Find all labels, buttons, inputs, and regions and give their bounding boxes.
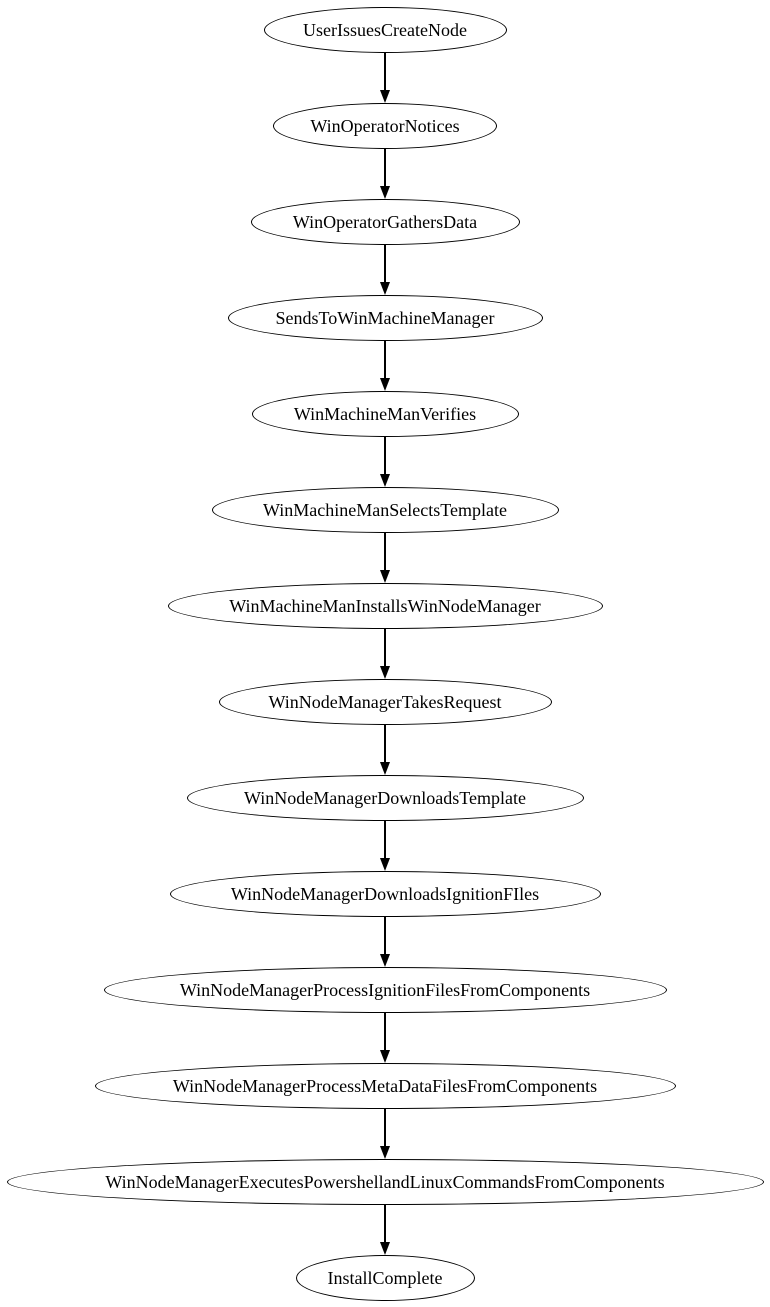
flow-node-label: UserIssuesCreateNode [303, 20, 467, 40]
edge-line [384, 53, 386, 90]
flow-node-winnodemanagerdownloadstemplate [187, 775, 584, 821]
arrowhead-icon [380, 1242, 390, 1255]
arrowhead-icon [380, 666, 390, 679]
flow-edge [379, 1109, 391, 1159]
flow-node-winnodemanagerprocessmetadatafilesfromcomponents [95, 1063, 676, 1109]
edge-line [384, 1013, 386, 1050]
flow-edge [379, 437, 391, 487]
flow-edge [379, 1013, 391, 1063]
flow-edge [379, 149, 391, 199]
flow-node-winnodemanagerexecutespowershellandlinuxcommandsfromcomponents [7, 1159, 764, 1205]
flow-edge [379, 629, 391, 679]
arrowhead-icon [380, 474, 390, 487]
edge-line [384, 725, 386, 762]
arrowhead-icon [380, 762, 390, 775]
arrowhead-icon [380, 186, 390, 199]
flow-node-winoperatorgathersdata [251, 199, 520, 245]
arrowhead-icon [380, 954, 390, 967]
edge-line [384, 245, 386, 282]
flow-edge [379, 821, 391, 871]
flow-node-label: WinOperatorNotices [310, 116, 460, 136]
flow-node-label: WinMachineManVerifies [293, 404, 477, 424]
flow-node-winmachinemanverifies [252, 391, 519, 437]
flow-node-label: WinMachineManInstallsWinNodeManager [229, 596, 541, 616]
edge-line [384, 629, 386, 666]
arrowhead-icon [380, 1146, 390, 1159]
flow-edge [379, 245, 391, 295]
flow-node-label: WinNodeManagerProcessIgnitionFilesFromComponents [179, 980, 591, 1000]
edge-line [384, 1205, 386, 1242]
flow-node-sendstowinmachinemanager [228, 295, 543, 341]
arrowhead-icon [380, 90, 390, 103]
flow-node-installcomplete [296, 1255, 475, 1301]
edge-line [384, 821, 386, 858]
flow-node-label: WinOperatorGathersData [292, 212, 478, 232]
arrowhead-icon [380, 570, 390, 583]
flow-node-label: WinNodeManagerProcessMetaDataFilesFromComponents [172, 1076, 598, 1096]
flow-node-label: WinNodeManagerDownloadsIgnitionFIles [230, 884, 540, 904]
edge-line [384, 917, 386, 954]
flow-edge [379, 917, 391, 967]
flow-node-label: WinNodeManagerExecutesPowershellandLinuxCommandsFromComponents [105, 1172, 665, 1192]
arrowhead-icon [380, 1050, 390, 1063]
flow-node-winmachinemaninstallswinnodemanager [168, 583, 603, 629]
edge-line [384, 149, 386, 186]
edge-line [384, 437, 386, 474]
edge-line [384, 341, 386, 378]
flow-node-label: InstallComplete [327, 1268, 443, 1288]
edge-line [384, 533, 386, 570]
flow-node-label: WinNodeManagerDownloadsTemplate [244, 788, 526, 808]
flow-node-label: WinMachineManSelectsTemplate [263, 500, 507, 520]
arrowhead-icon [380, 282, 390, 295]
flow-node-winnodemanagertakesrequest [219, 679, 552, 725]
flow-node-winnodemanagerdownloadsignitionfiles [170, 871, 601, 917]
flow-edge [379, 1205, 391, 1255]
flow-node-winmachinemanselectstemplate [212, 487, 559, 533]
flow-node-userissuescreatenode [264, 7, 507, 53]
flow-node-label: SendsToWinMachineManager [275, 308, 495, 328]
arrowhead-icon [380, 858, 390, 871]
flow-edge [379, 533, 391, 583]
edge-line [384, 1109, 386, 1146]
flow-edge [379, 725, 391, 775]
flow-node-label: WinNodeManagerTakesRequest [268, 692, 502, 712]
arrowhead-icon [380, 378, 390, 391]
flow-node-winoperatornotices [273, 103, 497, 149]
flow-edge [379, 53, 391, 103]
flow-node-winnodemanagerprocessignitionfilesfromcomponents [104, 967, 667, 1013]
flow-edge [379, 341, 391, 391]
